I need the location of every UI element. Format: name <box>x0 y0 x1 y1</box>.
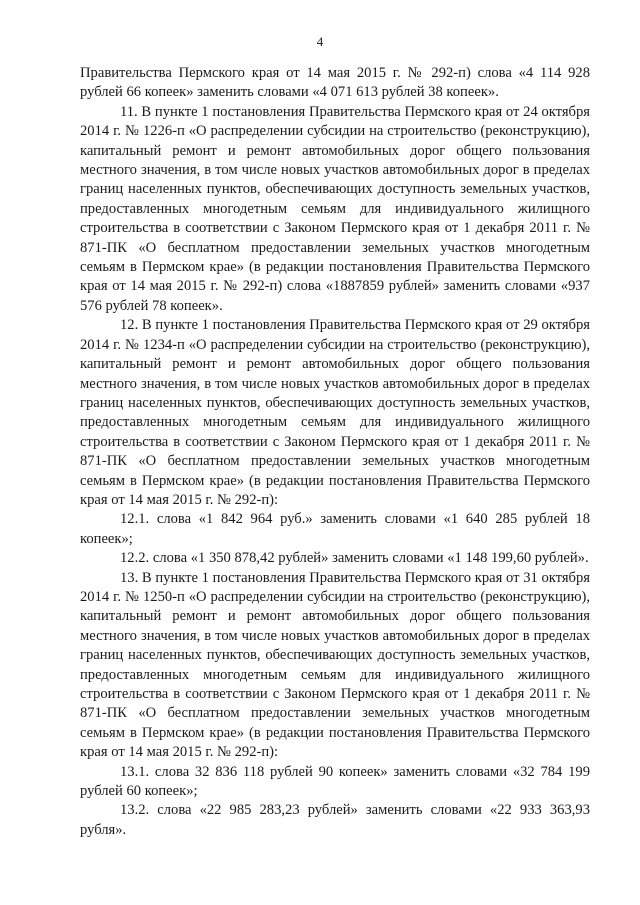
paragraph-item-12-1: 12.1. слова «1 842 964 руб.» заменить словами «1 640 285 рублей 18 копеек»; <box>80 511 590 547</box>
paragraph-item-13: 13. В пункте 1 постановления Правительства Пермского края от 31 октября 2014 г. № 1250-п «О распределении субсидии на строительство (реконструкцию), капитальный ремонт и ремонт автомобильных дорог общего пользования местного значения, в том числе новых участков автомобильных дорог в пределах границ населенных пунктов, обеспечивающих доступность земельных участков, предоставленных многодетным семьям для индивидуального жилищного строительства в соответствии с Законом Пермского края от 1 декабря 2011 г. № 871-ПК «О бесплатном предоставлении земельных участков многодетным семьям в Пермском крае» (в редакции постановления Правительства Пермского края от 14 мая 2015 г. № 292-п): <box>80 569 590 761</box>
paragraph-item-13-1: 13.1. слова 32 836 118 рублей 90 копеек» заменить словами «32 784 199 рублей 60 копеек»; <box>80 763 590 800</box>
paragraph-continuation: Правительства Пермского края от 14 мая 2015 г. № 292-п) слова «4 114 928 рублей 66 копеек» заменить словами «4 071 613 рублей 38 копеек». <box>80 65 590 101</box>
paragraph-item-12: 12. В пункте 1 постановления Правительства Пермского края от 29 октября 2014 г. № 1234-п «О распределении субсидии на строительство (реконструкцию), капитальный ремонт и ремонт автомобильных дорог общего пользования местного значения, в том числе новых участков автомобильных дорог в пределах границ населенных пунктов, обеспечивающих доступность земельных участков, предоставленных многодетным семьям для индивидуального жилищного строительства в соответствии с Законом Пермского края от 1 декабря 2011 г. № 871-ПК «О бесплатном предоставлении земельных участков многодетным семьям в Пермском крае» (в редакции постановления Правительства Пермского края от 14 мая 2015 г. № 292-п): <box>80 317 590 508</box>
paragraph-item-13-2: 13.2. слова «22 985 283,23 рублей» заменить словами «22 933 363,93 рубля». <box>80 802 590 838</box>
document-body <box>80 64 590 840</box>
page-number: 4 <box>316 34 324 49</box>
paragraph-item-12-2: 12.2. слова «1 350 878,42 рублей» заменить словами «1 148 199,60 рублей». <box>120 550 589 567</box>
paragraph-item-11: 11. В пункте 1 постановления Правительства Пермского края от 24 октября 2014 г. № 1226-п «О распределении субсидии на строительство (реконструкцию), капитальный ремонт и ремонт автомобильных дорог общего пользования местного значения, в том числе новых участков автомобильных дорог в пределах границ населенных пунктов, обеспечивающих доступность земельных участков, предоставленных многодетным семьям для индивидуального жилищного строительства в соответствии с Законом Пермского края от 1 декабря 2011 г. № 871-ПК «О бесплатном предоставлении земельных участков многодетным семьям в Пермском крае» (в редакции постановления Правительства Пермского края от 14 мая 2015 г. № 292-п) слова «1887859 рублей» заменить словами «937 576 рублей 78 копеек». <box>80 103 590 314</box>
